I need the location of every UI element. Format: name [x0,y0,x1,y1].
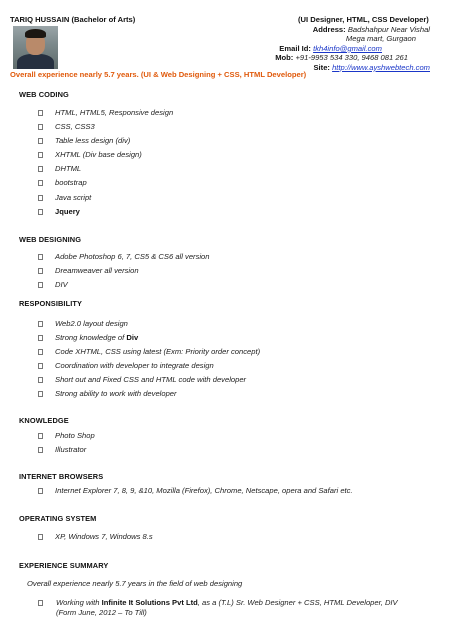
email-link[interactable]: tkh4info@gmail.com [313,43,382,53]
candidate-role: (UI Designer, HTML, CSS Developer) [298,15,429,24]
bullet-box-icon [38,282,43,288]
heading-experience-summary: EXPERIENCE SUMMARY [19,561,109,570]
os-list [38,532,153,546]
bullet-box-icon [38,254,43,260]
bullet-box-icon [38,152,43,158]
address-row [275,25,430,34]
bullet-box-icon [38,321,43,327]
heading-internet-browsers: INTERNET BROWSERS [19,472,104,481]
heading-operating-system: OPERATING SYSTEM [19,514,97,523]
bullet-box-icon [38,209,43,215]
bullet-box-icon [38,447,43,453]
list-item: Strong knowledge of Div [38,333,260,347]
address-line2: Mega mart, Gurgaon [345,34,416,44]
heading-responsibility: RESPONSIBILITY [19,299,82,308]
email-label: Email Id: [279,43,311,53]
experience-period: (Form June, 2012 – To Till) [56,608,147,617]
bullet-box-icon [38,195,43,201]
browsers-list [38,486,353,500]
bullet-box-icon [38,488,43,494]
list-item: CSS, CSS3 [38,122,173,136]
site-link[interactable]: http://www.ayshwebtech.com [332,62,430,72]
overall-experience: Overall experience nearly 5.7 years. (UI & Web Designing + CSS, HTML Developer) [10,70,307,79]
list-item: Internet Explorer 7, 8, 9, &10, Mozilla (Firefox), Chrome, Netscape, opera and Safari etc. [38,486,353,500]
bullet-box-icon [38,138,43,144]
heading-web-designing: WEB DESIGNING [19,235,82,244]
responsibility-list [38,319,260,404]
address-line1: Badshahpur Near Vishal [347,25,430,34]
bullet-box-icon [38,534,43,540]
bullet-box-icon [38,166,43,172]
list-item: Dreamweaver all version [38,266,210,280]
list-item: Jquery [38,207,173,221]
list-item: XHTML (Div base design) [38,150,173,164]
list-item: Table less design (div) [38,136,173,150]
experience-summary-text: Overall experience nearly 5.7 years in the field of web designing [27,579,243,588]
company-name: Infinite It Solutions Pvt Ltd [101,598,198,607]
bullet-box-icon [38,363,43,369]
photo-shirt-shape [17,54,54,69]
mob-value: +91-9953 534 330, 9468 081 261 [295,53,408,63]
email-row [275,44,430,53]
heading-knowledge: KNOWLEDGE [19,416,69,425]
experience-entry-line: Working with Infinite It Solutions Pvt Ltd, as a (T.L) Sr. Web Designer + CSS, HTML Developer, DIV [56,598,398,607]
list-item: Code XHTML, CSS using latest (Exm: Priority order concept) [38,347,260,361]
bullet-box-icon [38,110,43,116]
profile-photo [13,26,58,69]
list-item: Coordination with developer to integrate design [38,361,260,375]
bullet-box-icon [38,349,43,355]
address-row-2 [275,34,430,43]
mob-row [275,53,430,62]
bullet-box-icon [38,377,43,383]
bullet-box-icon [38,600,43,606]
web-designing-list [38,252,210,294]
list-item: Photo Shop [38,431,95,445]
bullet-box-icon [38,268,43,274]
list-item: Short out and Fixed CSS and HTML code with developer [38,375,260,389]
contact-block [275,25,430,72]
mob-label: Mob: [275,53,294,63]
list-item: XP, Windows 7, Windows 8.s [38,532,153,546]
bullet-box-icon [38,335,43,341]
heading-web-coding: WEB CODING [19,90,69,99]
list-item: DHTML [38,164,173,178]
candidate-name: TARIQ HUSSAIN (Bachelor of Arts) [10,15,136,24]
web-coding-list [38,108,173,221]
photo-hair-shape [25,29,46,38]
bullet-box-icon [38,433,43,439]
list-item: Illustrator [38,445,95,459]
bullet-box-icon [38,124,43,130]
list-item: Adobe Photoshop 6, 7, CS5 & CS6 all version [38,252,210,266]
list-item: Web2.0 layout design [38,319,260,333]
list-item: HTML, HTML5, Responsive design [38,108,173,122]
bullet-box-icon [38,180,43,186]
knowledge-list [38,431,95,459]
list-item: bootstrap [38,178,173,192]
list-item: DIV [38,280,210,294]
bullet-box-icon [38,391,43,397]
list-item: Java script [38,193,173,207]
address-label: Address: [312,25,346,34]
site-label: Site: [313,62,330,72]
list-item: Strong ability to work with developer [38,389,260,403]
